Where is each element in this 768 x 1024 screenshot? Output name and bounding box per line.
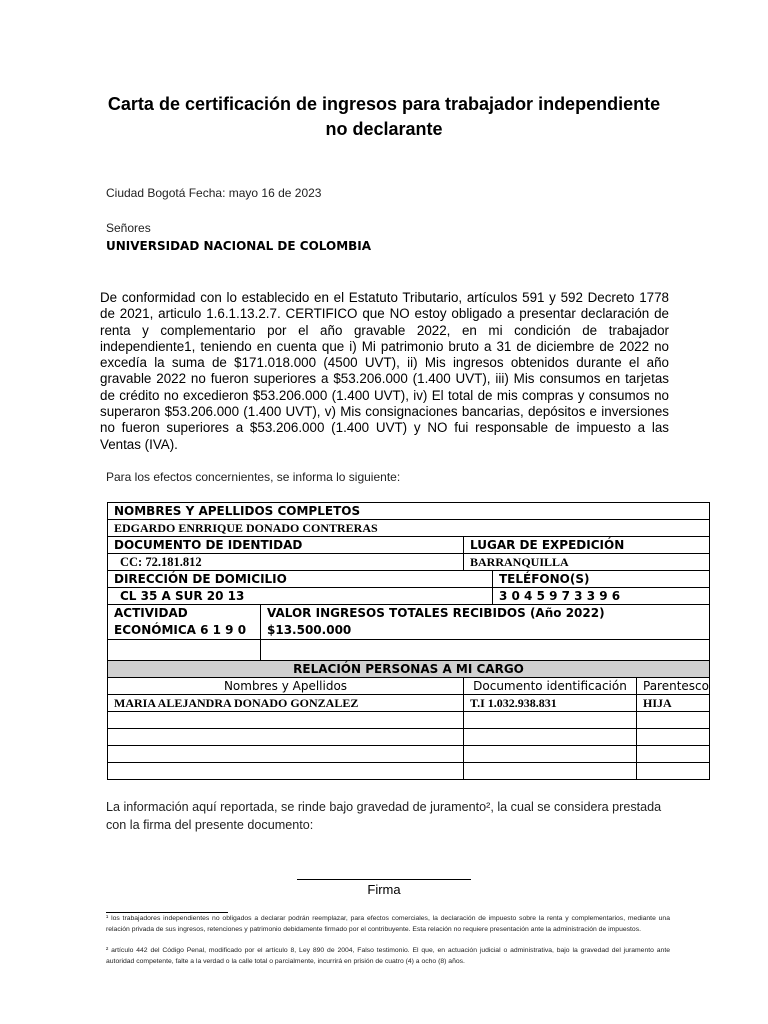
dependent-document [464, 712, 637, 729]
col-names: Nombres y Apellidos [108, 678, 464, 695]
dependent-relation [637, 729, 710, 746]
col-relation: Parentesco [637, 678, 710, 695]
income-value: $13.500.000 [267, 623, 352, 637]
dependent-row [108, 746, 710, 763]
activity-label: ACTIVIDAD [114, 606, 188, 620]
dependent-relation [637, 746, 710, 763]
phone-label: TELÉFONO(S) [493, 571, 710, 588]
dependent-document: T.I 1.032.938.831 [464, 695, 637, 712]
dependent-row [108, 729, 710, 746]
address-value: CL 35 A SUR 20 13 [108, 588, 493, 605]
activity-cell [108, 605, 261, 640]
id-label: DOCUMENTO DE IDENTIDAD [108, 537, 464, 554]
table-intro: Para los efectos concernientes, se informa lo siguiente: [106, 470, 401, 484]
footnote-2: ² artículo 442 del Código Penal, modificado por el artículo 8, Ley 890 de 2004, Falso testimonio. El que, en actuación judicial o administrativa, bajo la gravedad del juramento ante autoridad competente, falte a la verdad o la calle total o parcialmente, incurrirá en prisión de cuatro (4) a ocho (8) años. [106, 947, 670, 965]
recipient: UNIVERSIDAD NACIONAL DE COLOMBIA [106, 239, 372, 253]
body-paragraph: De conformidad con lo establecido en el Estatuto Tributario, artículos 591 y 592 Decreto 1778 de 2021, articulo 1.6.1.13.2.7. CERTIFICO que NO estoy obligado a presentar declaración de renta y complementario por el año gravable 2022, en mi condición de trabajador independiente1, teniendo en cuenta que i) Mi patrimonio bruto a 31 de diciembre de 2022 no excedía la suma de $171.018.000 (4500 UVT), ii) Mis ingresos obtenidos durante el año gravable 2022 no fueron superiores a $53.206.000 (1.400 UVT), iii) Mis consumos en tarjetas de crédito no excedieron $53.206.000 (1.400 UVT), iv) El total de mis compras y consumos no superaron $53.206.000 (1.400 UVT), v) Mis consignaciones bancarias, depósitos e inversiones no fueron superiores a $53.206.000 (1.400 UVT) y NO fui responsable de impuesto a las Ventas (IVA). [100, 290, 669, 452]
id-value: CC: 72.181.812 [108, 554, 464, 571]
place-label: LUGAR DE EXPEDICIÓN [464, 537, 710, 554]
names-label: NOMBRES Y APELLIDOS COMPLETOS [108, 503, 710, 520]
document-title: Carta de certificación de ingresos para trabajador independiente no declarante [107, 94, 661, 139]
dependent-document [464, 763, 637, 780]
dependent-document [464, 729, 637, 746]
dependent-name [108, 712, 464, 729]
dependent-relation [637, 712, 710, 729]
dependent-row [108, 763, 710, 780]
signature-label: Firma [367, 882, 401, 897]
address-label: DIRECCIÓN DE DOMICILIO [108, 571, 493, 588]
income-cell [261, 605, 710, 640]
dependent-relation: HIJA [637, 695, 710, 712]
signature-line [297, 879, 471, 880]
activity-value: ECONÓMICA 6 1 9 0 [114, 623, 247, 637]
footnote-divider [106, 912, 228, 913]
oath-text: La información aquí reportada, se rinde bajo gravedad de juramento², la cual se considera prestada con la firma del presente documento: [106, 800, 662, 832]
footnote-1: ¹ los trabajadores independientes no obligados a declarar podrán reemplazar, para efectos comerciales, la declaración de impuesto sobre la renta y complementarios, mediante una relación privada de sus ingresos, retenciones y patrimonio debidamente firmado por el contribuyente. Esta relación no requiere presentación ante la administración de impuestos. [106, 915, 670, 933]
dependent-name [108, 763, 464, 780]
dependent-name: MARIA ALEJANDRA DONADO GONZALEZ [108, 695, 464, 712]
dependent-row [108, 695, 710, 712]
income-label: VALOR INGRESOS TOTALES RECIBIDOS (Año 2022) [267, 606, 605, 620]
dependent-document [464, 746, 637, 763]
place-value: BARRANQUILLA [464, 554, 710, 571]
dependent-name [108, 729, 464, 746]
dependent-row [108, 712, 710, 729]
dependent-name [108, 746, 464, 763]
dependent-relation [637, 763, 710, 780]
salutation: Señores [106, 221, 151, 235]
phone-value: 3 0 4 5 9 7 3 3 9 6 [493, 588, 710, 605]
names-value: EDGARDO ENRRIQUE DONADO CONTRERAS [108, 520, 710, 537]
city-date: Ciudad Bogotá Fecha: mayo 16 de 2023 [106, 186, 322, 200]
col-document: Documento identificación [464, 678, 637, 695]
empty-cell [108, 640, 261, 661]
dependents-header: RELACIÓN PERSONAS A MI CARGO [108, 661, 710, 678]
empty-cell [261, 640, 710, 661]
income-form-table [107, 502, 710, 780]
